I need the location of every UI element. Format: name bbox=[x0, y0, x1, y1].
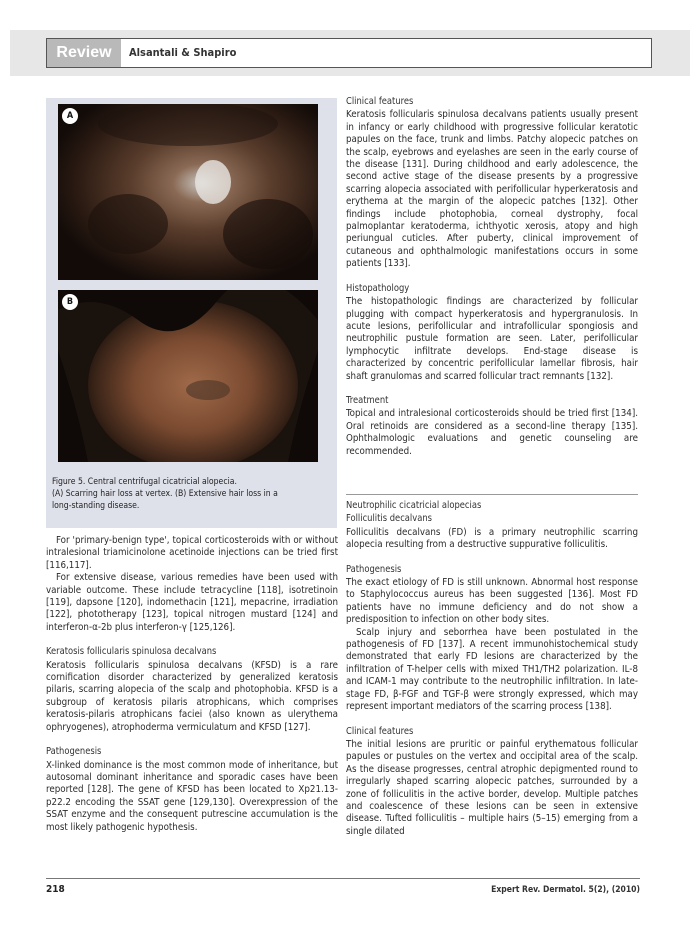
scalp-vertex-image bbox=[58, 104, 318, 280]
paragraph: Keratosis follicularis spinulosa decalvans patients usually present in infancy or early childhood with progressive follicular keratotic papules on the face, trunk and limbs. Patchy alopecic patches on the scalp, eyebrows and eyelashes are seen in the early course of the disease [131]. During childhood and early adolescence, the second active stage of the disease presents by a progressive scarring alopecia associated with perifollicular hyperkeratosis and erythema at the margin of the alopecic patches [132]. Other findings include photophobia, corneal dystrophy, focal palmoplantar keratoderma, ichthyotic xerosis, atopy and high periungual cuticles. After puberty, clinical improvement of cutaneous and ophthalmologic manifestations occurs in some patients [133]. bbox=[346, 109, 638, 270]
paragraph: The exact etiology of FD is still unknown. Abnormal host response to Staphylococcus aureus has been suggested [136]. Most FD patients have no immune deficiency and do not show a predisposition to infection on other body sites. bbox=[346, 577, 638, 626]
paragraph: For extensive disease, various remedies have been used with variable outcome. These include tetracycline [118], isotretinoin [119], dapsone [120], indomethacin [121], mepacrine, irradiation [122], phototherapy [123], topical nitrogen mustard [124] and interferon-α-2b plus interferon-γ [125,126]. bbox=[46, 572, 338, 633]
paragraph: For 'primary-benign type', topical corticosteroids with or without intralesional triamicinolone acetinoide injections can be tried first [116,117]. bbox=[46, 535, 338, 571]
photo-a bbox=[58, 104, 318, 280]
journal-citation: Expert Rev. Dermatol. 5(2), (2010) bbox=[491, 885, 640, 895]
header-box bbox=[46, 38, 652, 68]
paragraph: Folliculitis decalvans (FD) is a primary neutrophilic scarring alopecia resulting from a destructive suppurative folliculitis. bbox=[346, 526, 638, 551]
page-number: 218 bbox=[46, 884, 65, 895]
right-column-top bbox=[346, 96, 638, 458]
section-heading: Pathogenesis bbox=[346, 563, 402, 575]
paragraph: Topical and intralesional corticosteroids should be tried first [134]. Oral retinoids are considered as a second-line therapy [135]. Ophthalmologic evaluations and genetic counseling are recommended. bbox=[346, 408, 638, 457]
section-heading: Neutrophilic cicatricial alopecias bbox=[346, 500, 482, 511]
paragraph: The histopathologic findings are characterized by follicular plugging with compact hyperkeratosis and hypergranulosis. In acute lesions, perifollicular and intrafollicular spongiosis and neutrophilic pustule formation are seen. Later, perifollicular lymphocytic infiltrate develops. End-stage disease is characterized by concentric perifollicular lamellar fibrosis, hair shaft granulomas and scarred follicular tract remnants [132]. bbox=[346, 296, 638, 382]
paragraph: Keratosis follicularis spinulosa decalvans (KFSD) is a rare cornification disorder characterized by generalized keratosis pilaris, scarring alopecia of the scalp and photophobia. KFSD is a subgroup of keratosis pilaris atrophicans, which comprises keratosis-pilaris atrophicans faciei (also known as ulerythema ophryogenes), atrophoderma vermiculatum and KFSD [127]. bbox=[46, 659, 338, 733]
section-heading: Treatment bbox=[346, 394, 389, 406]
caption-line-1: Figure 5. Central centrifugal cicatricial alopecia. bbox=[52, 477, 237, 487]
paragraph: The initial lesions are pruritic or painful erythematous follicular papules or pustules on the vertex and occipital area of the scalp. As the disease progresses, central atrophic depigmented round to irregularly shaped scarring alopecic patches, surrounded by a zone of folliculitis in the active border, develop. Multiple patches and coalescence of these lesions can be seen in extensive disease. Tufted folliculitis – multiple hairs (5–15) emerging from a single dilated bbox=[346, 738, 638, 837]
subsection-heading: Folliculitis decalvans bbox=[346, 513, 432, 525]
section-heading: Histopathology bbox=[346, 282, 410, 294]
section-heading: Clinical features bbox=[346, 96, 414, 107]
figure-5 bbox=[46, 98, 337, 528]
panel-label-b: B bbox=[62, 294, 78, 310]
photo-b bbox=[58, 290, 318, 462]
figure-caption bbox=[52, 476, 334, 512]
header-authors: Alsantali & Shapiro bbox=[129, 46, 237, 59]
right-column-bottom bbox=[346, 500, 638, 838]
scalp-extensive-image bbox=[58, 290, 318, 462]
paragraph: Scalp injury and seborrhea have been postulated in the pathogenesis of FD [137]. A recent immunohistochemical study demonstrated that early FD lesions are characterized by the infiltration of T-helper cells with mixed TH1/TH2 polarization. IL-8 and ICAM-1 may contribute to the neutrophilic infiltration. In late-stage FD, β-FGF and TGF-β were strongly expressed, which may represent important mediators of the scarring process [138]. bbox=[346, 626, 638, 713]
panel-label-a: A bbox=[62, 108, 78, 124]
section-divider bbox=[346, 494, 638, 495]
section-tag: Review bbox=[47, 39, 121, 67]
running-header bbox=[10, 30, 690, 76]
paragraph: X-linked dominance is the most common mode of inheritance, but autosomal dominant inheritance and sporadic cases have been reported [128]. The gene of KFSD has been located to Xp21.13-p22.2 encoding the SSAT gene [129,130]. Overexpression of the SSAT enzyme and the consequent putrescine accumulation is the most likely pathogenic hypothesis. bbox=[46, 759, 338, 833]
footer-rule bbox=[46, 878, 640, 879]
section-heading: Clinical features bbox=[346, 725, 414, 737]
caption-line-3: long-standing disease. bbox=[52, 501, 140, 511]
section-heading: Keratosis follicularis spinulosa decalvans bbox=[46, 646, 217, 658]
section-heading: Pathogenesis bbox=[46, 746, 102, 758]
left-column bbox=[46, 535, 338, 834]
caption-line-2: (A) Scarring hair loss at vertex. (B) Extensive hair loss in a bbox=[52, 489, 278, 499]
